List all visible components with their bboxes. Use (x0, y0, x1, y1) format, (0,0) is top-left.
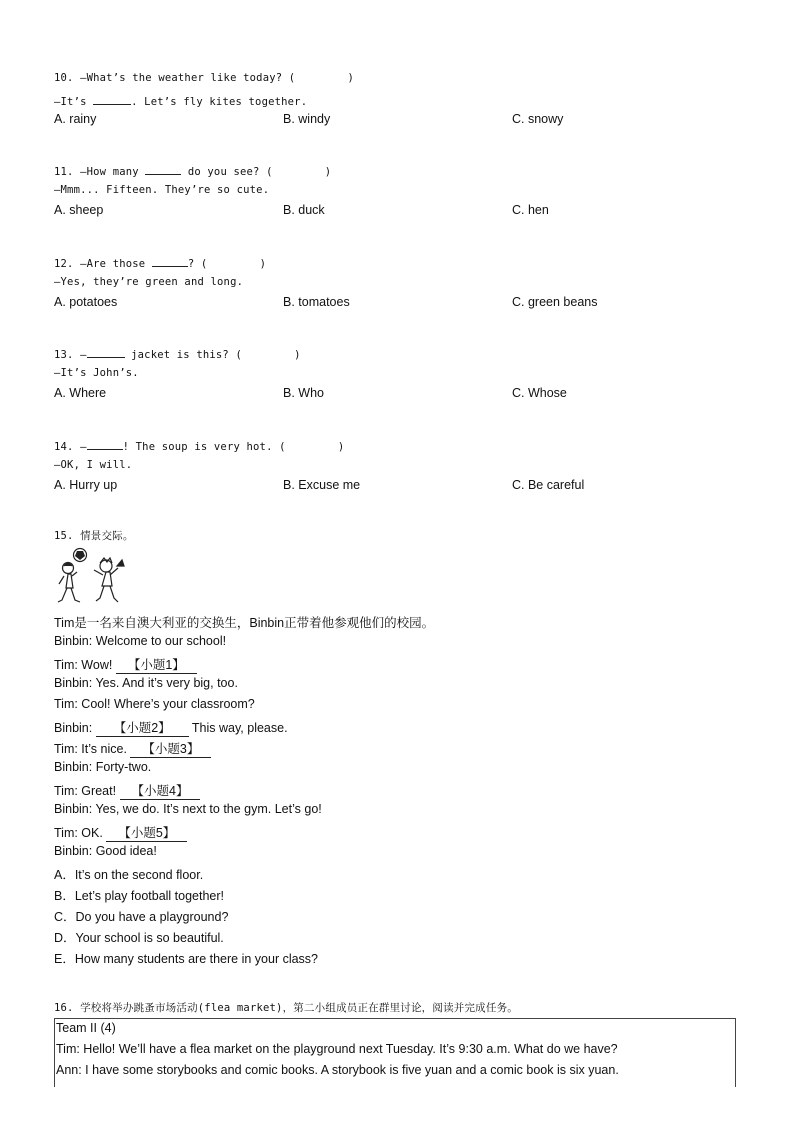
q16-team-name: Team II (4) (56, 1021, 116, 1035)
q16-chat-line-1: Tim: Hello! We’ll have a flea market on the playground next Tuesday. It’s 9:30 a.m. What do we have? (56, 1042, 618, 1056)
boy-left-figure (58, 563, 80, 603)
q11-stem (54, 163, 331, 178)
q15-dialog-10-text: Tim: OK. (54, 826, 107, 840)
q15-blank-2[interactable]: 【小题2】 (96, 718, 189, 737)
boy-right-figure (94, 558, 124, 602)
q15-dialog-7: Binbin: Forty-two. (54, 760, 152, 774)
q15-dialog-11: Binbin: Good idea! (54, 844, 157, 858)
q13-stem-post: jacket is this? ( ) (124, 349, 301, 361)
q14-answer-line: —OK, I will. (54, 459, 133, 471)
q14-option-b[interactable]: B. Excuse me (283, 478, 361, 492)
q14-option-c[interactable]: C. Be careful (512, 478, 585, 492)
kids-football-illustration (54, 546, 128, 608)
q13-option-c[interactable]: C. Whose (512, 386, 567, 400)
q10-answer-post: . Let’s fly kites together. (131, 96, 308, 108)
q15-dialog-2-text: Tim: Wow! (54, 658, 116, 672)
q10-blank[interactable] (93, 93, 131, 105)
q15-dialog-9: Binbin: Yes, we do. It’s next to the gym. Let’s go! (54, 802, 322, 816)
q15-choice-a[interactable]: A．It’s on the second floor. (54, 868, 204, 882)
q10-answer-line (54, 93, 307, 108)
q12-option-a[interactable]: A. potatoes (54, 295, 118, 309)
q15-choice-c[interactable]: C．Do you have a playground? (54, 910, 229, 924)
q15-dialog-1: Binbin: Welcome to our school! (54, 634, 227, 648)
q10-option-b[interactable]: B. windy (283, 112, 331, 126)
q13-option-b[interactable]: B. Who (283, 386, 324, 400)
q11-option-b[interactable]: B. duck (283, 203, 325, 217)
q16-title: 16. 学校将举办跳蚤市场活动(flea market)，第二小组成员正在群里讨论，阅读并完成任务。 (54, 1002, 518, 1014)
q15-blank-3[interactable]: 【小题3】 (130, 739, 211, 758)
q12-option-b[interactable]: B. tomatoes (283, 295, 350, 309)
q14-stem (54, 438, 344, 453)
q11-option-c[interactable]: C. hen (512, 203, 549, 217)
q15-blank-1[interactable]: 【小题1】 (116, 655, 197, 674)
q15-dialog-6-text: Tim: It’s nice. (54, 742, 131, 756)
q10-answer-pre: —It’s (54, 96, 94, 108)
q15-dialog-6 (54, 739, 211, 758)
q15-dialog-5-text: Binbin: (54, 721, 96, 735)
q15-dialog-10 (54, 823, 187, 842)
q14-stem-post: ! The soup is very hot. ( ) (122, 441, 345, 453)
q10-option-c[interactable]: C. snowy (512, 112, 564, 126)
q16-chat-box (54, 1018, 736, 1087)
q15-choice-b[interactable]: B．Let’s play football together! (54, 889, 225, 903)
q10-option-a[interactable]: A. rainy (54, 112, 97, 126)
q15-intro: Tim是一名来自澳大利亚的交换生，Binbin正带着他参观他们的校园。 (54, 616, 435, 630)
q15-dialog-8-text: Tim: Great! (54, 784, 120, 798)
q15-dialog-5 (54, 718, 288, 737)
q11-blank[interactable] (145, 163, 181, 175)
football-icon (74, 549, 87, 562)
q16-chat-line-2: Ann: I have some storybooks and comic books. A storybook is five yuan and a comic book is six yuan. (56, 1063, 619, 1077)
q14-blank[interactable] (87, 438, 123, 450)
q11-option-a[interactable]: A. sheep (54, 203, 104, 217)
q13-stem-pre: 13. — (54, 349, 87, 361)
q15-dialog-5-post: This way, please. (188, 721, 288, 735)
q15-blank-5[interactable]: 【小题5】 (106, 823, 187, 842)
q15-choice-e[interactable]: E．How many students are there in your class? (54, 952, 319, 966)
q12-stem-pre: 12. —Are those (54, 258, 152, 270)
q12-stem (54, 255, 266, 270)
q15-blank-4[interactable]: 【小题4】 (120, 781, 201, 800)
q11-answer-line: —Mmm... Fifteen. They’re so cute. (54, 184, 270, 196)
q15-dialog-4: Tim: Cool! Where’s your classroom? (54, 697, 255, 711)
q15-dialog-3: Binbin: Yes. And it’s very big, too. (54, 676, 238, 690)
q13-option-a[interactable]: A. Where (54, 386, 107, 400)
q12-blank[interactable] (152, 255, 188, 267)
q13-blank[interactable] (87, 346, 125, 358)
q13-answer-line: —It’s John’s. (54, 367, 139, 379)
q10-stem: 10. —What’s the weather like today? ( ) (54, 72, 354, 84)
q14-option-a[interactable]: A. Hurry up (54, 478, 118, 492)
q14-stem-pre: 14. — (54, 441, 87, 453)
q12-option-c[interactable]: C. green beans (512, 295, 598, 309)
q15-title: 15. 情景交际。 (54, 530, 134, 542)
q12-stem-post: ? ( ) (187, 258, 267, 270)
q13-stem (54, 346, 301, 361)
q11-stem-pre: 11. —How many (54, 166, 146, 178)
q11-stem-post: do you see? ( ) (181, 166, 332, 178)
q15-dialog-8 (54, 781, 200, 800)
q15-choice-d[interactable]: D．Your school is so beautiful. (54, 931, 224, 945)
q15-dialog-2 (54, 655, 197, 674)
q12-answer-line: —Yes, they’re green and long. (54, 276, 244, 288)
